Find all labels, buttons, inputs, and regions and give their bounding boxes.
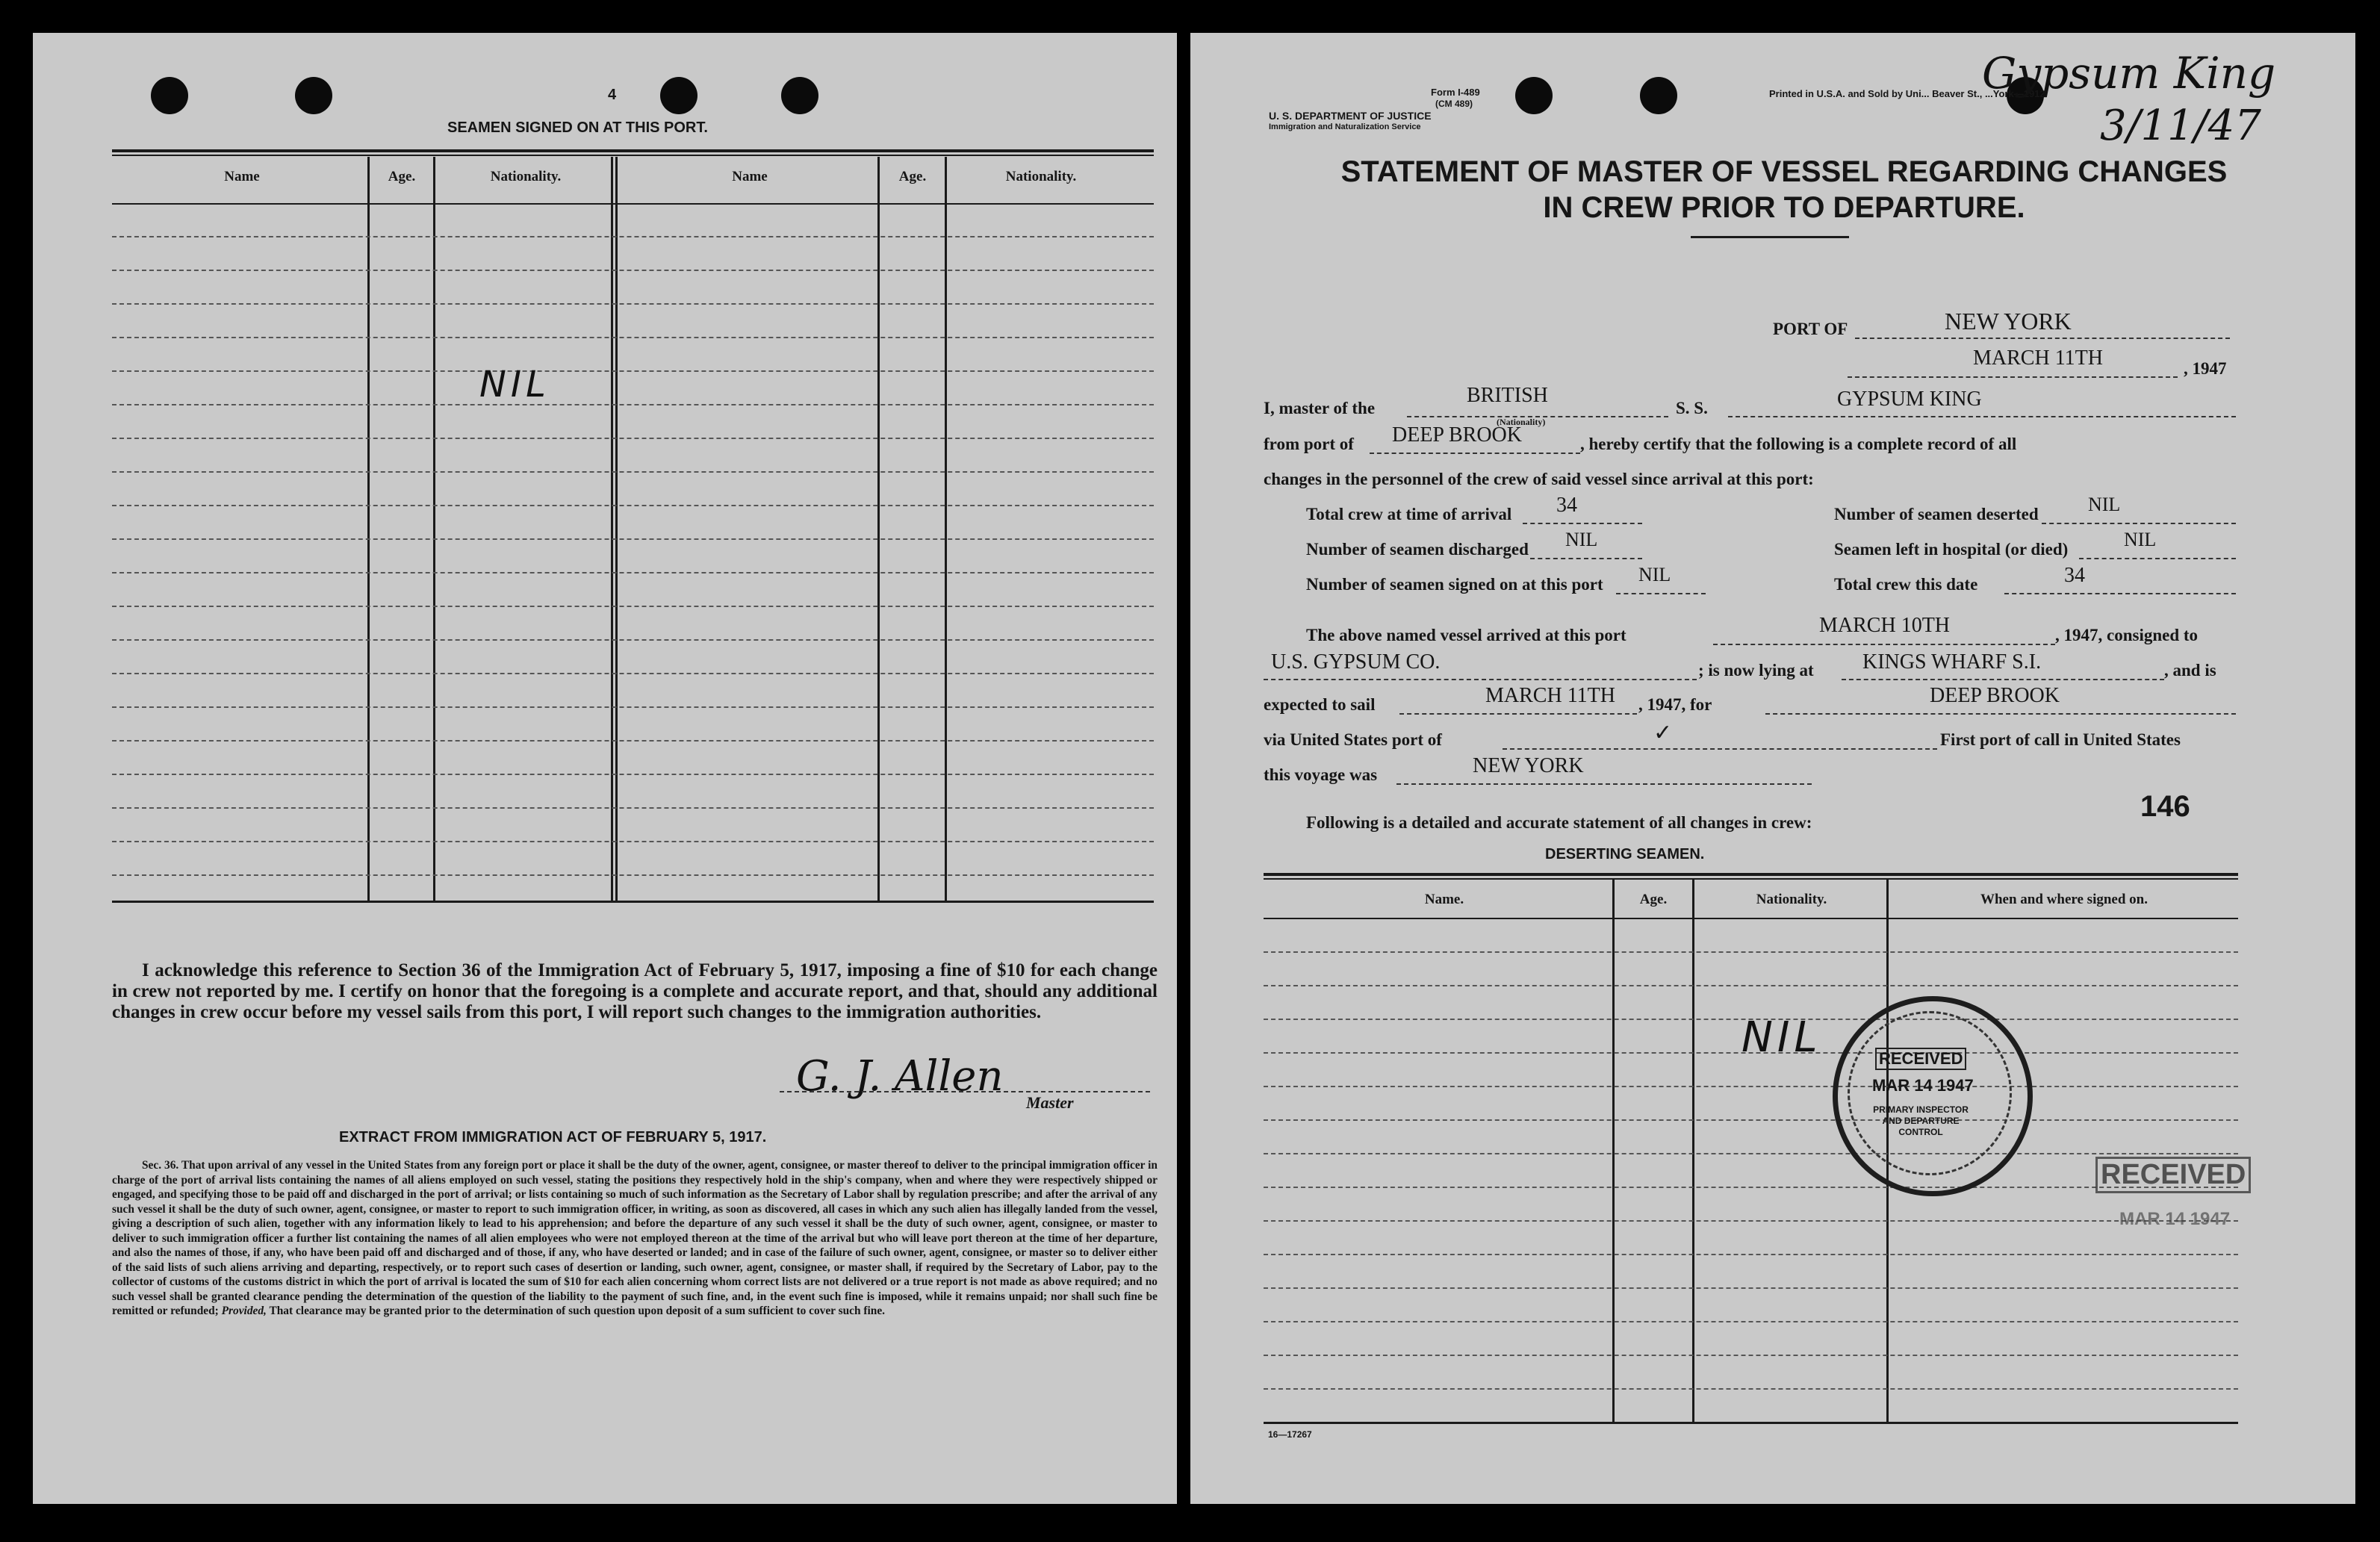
column-header: Name.: [1424, 892, 1464, 907]
extract-text: That upon arrival of any vessel in the United States from any foreign port or place it shall be the duty of the owner, agent, consignee, or master thereof to deliver to the principal immigration officer in charge of the port of arrival lists containing the names of all aliens employed on such vessel, stating the positions they respectively hold in the ship's company, when and where they were respectively shipped or engaged, and specifying those to be paid off and discharged in the port of arrival; or lists containing so much of such information as the Secretary of Labor shall by regulation prescribe; and after the arrival of any such vessel it shall be the duty of such owner, agent, consignee, or master to report to such immigration officer, in writing, as soon as discovered, all cases in which any such alien has illegally landed from the vessel, giving a description of such alien, together with any information likely to lead to his apprehension; and before the departure of any such vessel it shall be the duty of such owner, agent, consignee, or master to deliver to such immigration officer a further list containing the names of all alien employees who were not employed thereon at the time of the arrival but who will leave port thereon at the time of her departure, and also the names of those, if any, who have been paid off and discharged and of those, if any, who have deserted or landed; and in case of the failure of such owner, agent, consignee, or master so to deliver either of the said lists of such aliens arriving and departing, respectively, or to report such cases of desertion or landing, such owner, agent, consignee, or master shall, if required by the Secretary of Labor, pay to the collector of customs of the customs district in which the port of arrival is located the sum of $10 for each alien concerning whom correct lists are not delivered or a true report is not made as above required; and no such vessel shall be granted clearance pending the determination of the question of the liability to the payment of such fine, and, in the event such fine is imposed, while it remains unpaid; nor shall such fine be remitted or refunded;: [112, 1159, 1158, 1317]
date-value: MARCH 11TH: [1973, 346, 2103, 370]
arrived-year: , 1947, consigned to: [2055, 626, 2199, 644]
via-value: ✓: [1653, 721, 1673, 745]
column-header: Nationality.: [1005, 169, 1077, 184]
column-header: When and where signed on.: [1980, 892, 2148, 907]
via-label: via United States port of: [1264, 730, 1442, 749]
column-header: Age.: [388, 169, 416, 184]
master-of-label: I, master of the: [1264, 399, 1376, 417]
title-underline: [1691, 236, 1849, 238]
table-row-rule: [1264, 985, 2238, 986]
hospital-line: [2079, 558, 2236, 559]
table-top-rule: [112, 149, 1154, 152]
via-line: [1503, 748, 1937, 750]
nationality-caption: (Nationality): [1497, 417, 1546, 427]
received-stamp-2-date: MAR 14 1947: [2119, 1209, 2231, 1229]
right-page: [1190, 33, 2355, 1504]
certify-text: , hereby certify that the following is a complete record of all: [1580, 435, 2017, 453]
table-row-rule: [112, 807, 1154, 809]
table-row-rule: [112, 774, 1154, 775]
table-row-rule: [112, 673, 1154, 674]
punch-hole: [1515, 77, 1553, 114]
ss-label: S. S.: [1676, 399, 1708, 417]
from-port-label: from port of: [1264, 435, 1354, 453]
table-row-rule: [112, 236, 1154, 237]
deserted-value: NIL: [2088, 494, 2121, 515]
expected-value: MARCH 11TH: [1485, 684, 1615, 707]
table-row-rule: [1264, 1119, 2238, 1121]
from-port-line: [1370, 453, 1580, 454]
handwritten-vessel-note: Gypsum King: [1982, 48, 2276, 99]
table-header-rule: [112, 203, 1154, 205]
column-divider: [611, 157, 613, 901]
table-row-rule: [112, 874, 1154, 876]
table-row-rule: [1264, 1388, 2238, 1390]
column-header: Age.: [898, 169, 927, 184]
arrived-value: MARCH 10TH: [1819, 614, 1951, 637]
deserted-label: Number of seamen deserted: [1834, 505, 2039, 523]
title-line-1: STATEMENT OF MASTER OF VESSEL REGARDING CHANGES: [1340, 155, 2228, 188]
port-label: PORT OF: [1773, 320, 1848, 338]
extract-title: EXTRACT FROM IMMIGRATION ACT OF FEBRUARY 5, 1917.: [339, 1129, 767, 1145]
table-row-rule: [1264, 1153, 2238, 1154]
vessel-line: [1728, 416, 2236, 417]
extract-provided: Provided,: [221, 1305, 267, 1317]
table-row-rule: [112, 572, 1154, 573]
table-row-rule: [1264, 1321, 2238, 1322]
voyage-label: this voyage was: [1264, 765, 1378, 784]
received-stamp-2: RECEIVED: [2095, 1157, 2251, 1193]
port-line: [1855, 338, 2230, 339]
table-row-rule: [1264, 951, 2238, 953]
table-row-rule: [112, 471, 1154, 473]
title-line-2: IN CREW PRIOR TO DEPARTURE.: [1543, 191, 2025, 224]
discharged-line: [1530, 558, 1642, 559]
lying-value: KINGS WHARF S.I.: [1862, 650, 2042, 674]
left-page: [33, 33, 1177, 1504]
table-row-rule: [112, 538, 1154, 540]
table-row-rule: [112, 706, 1154, 708]
table-row-rule: [112, 337, 1154, 338]
signed-on-value: NIL: [1638, 564, 1671, 585]
acknowledgement-text: I acknowledge this reference to Section 36 of the Immigration Act of February 5, 1917, imposing a fine of $10 for each change in crew not reported by me. I certify on honor that the foregoing is a complete and accurate report, and that, should any additional changes in crew occur before my vessel sails from this port, I will report such changes to the immigration authorities.: [112, 960, 1158, 1022]
table-bottom-rule: [1264, 1422, 2238, 1424]
received-stamp: [1833, 996, 2033, 1196]
signed-on-line: [1616, 593, 1706, 594]
column-divider: [615, 157, 618, 901]
punch-hole: [295, 77, 332, 114]
hospital-label: Seamen left in hospital (or died): [1834, 540, 2069, 559]
deserted-line: [2042, 523, 2236, 524]
table-row-rule: [112, 740, 1154, 742]
punch-hole: [1640, 77, 1677, 114]
total-crew-arrival-value: 34: [1556, 494, 1577, 517]
table-row-rule: [112, 370, 1154, 372]
master-label: Master: [1026, 1093, 1074, 1112]
stamp-date: MAR 14 1947: [1872, 1076, 1974, 1095]
total-crew-arrival-line: [1523, 523, 1642, 524]
expected-label: expected to sail: [1264, 695, 1376, 714]
following-text: Following is a detailed and accurate statement of all changes in crew:: [1306, 813, 1812, 832]
total-crew-date-line: [2004, 593, 2236, 594]
handwritten-entry: NIL: [479, 364, 550, 405]
department: U. S. DEPARTMENT OF JUSTICE: [1269, 110, 1432, 122]
punch-hole: [781, 77, 818, 114]
destination-value: DEEP BROOK: [1930, 684, 2060, 707]
first-port-label: First port of call in United States: [1940, 730, 2181, 749]
column-header: Name: [224, 169, 260, 184]
voyage-value: NEW YORK: [1473, 754, 1584, 777]
stamp-received-text: RECEIVED: [1875, 1048, 1966, 1070]
form-title: [1235, 154, 2333, 226]
table-row-rule: [112, 438, 1154, 439]
punch-hole: [151, 77, 188, 114]
table-header-rule: [1264, 918, 2238, 919]
consignee-value: U.S. GYPSUM CO.: [1271, 650, 1441, 674]
total-crew-date-label: Total crew this date: [1834, 575, 1978, 594]
lying-line: [1842, 679, 2164, 680]
table-row-rule: [1264, 1287, 2238, 1289]
column-header: Nationality.: [490, 169, 562, 184]
date-year: , 1947: [2184, 359, 2227, 378]
stamp-number: 146: [2140, 790, 2190, 823]
column-header: Name: [732, 169, 768, 184]
table-row-rule: [1264, 1187, 2238, 1188]
nationality-value: BRITISH: [1467, 384, 1548, 407]
arrived-line: [1713, 644, 2055, 645]
table-row-rule: [112, 606, 1154, 607]
destination-line: [1765, 713, 2236, 715]
port-value: NEW YORK: [1945, 308, 2072, 335]
vessel-name: GYPSUM KING: [1837, 388, 1982, 411]
column-divider: [877, 157, 880, 901]
expected-year: , 1947, for: [1638, 695, 1712, 714]
table-row-rule: [112, 404, 1154, 405]
table-row-rule: [1264, 1220, 2238, 1222]
punch-hole: [660, 77, 697, 114]
master-signature: G. J. Allen: [796, 1052, 1004, 1101]
voyage-line: [1396, 783, 1812, 785]
table-row-rule: [1264, 1254, 2238, 1255]
column-divider: [945, 157, 947, 901]
from-port-value: DEEP BROOK: [1392, 423, 1522, 447]
and-is: , and is: [2164, 661, 2216, 680]
column-divider: [1692, 880, 1694, 1422]
hospital-value: NIL: [2124, 529, 2157, 550]
deserting-heading: DESERTING SEAMEN.: [1545, 846, 1705, 862]
lying-label: ; is now lying at: [1698, 661, 1814, 680]
footer-code: 16—17267: [1268, 1429, 1312, 1440]
table-row-rule: [1264, 1086, 2238, 1087]
handwritten-entry: NIL: [1741, 1013, 1822, 1062]
section-label: Sec. 36.: [142, 1159, 179, 1172]
table-row-rule: [112, 270, 1154, 271]
column-divider: [1612, 880, 1615, 1422]
changes-text: changes in the personnel of the crew of said vessel since arrival at this port:: [1264, 470, 1814, 488]
service: Immigration and Naturalization Service: [1269, 122, 1421, 131]
table-top-rule: [1264, 873, 2238, 876]
table-row-rule: [112, 841, 1154, 842]
column-header: Nationality.: [1756, 892, 1827, 907]
extract-end: That clearance may be granted prior to the determination of such question upon deposit of a sum sufficient to cover such fine.: [269, 1305, 886, 1317]
form-number: Form I-489: [1431, 87, 1480, 98]
date-line: [1848, 376, 2178, 378]
total-crew-arrival-label: Total crew at time of arrival: [1306, 505, 1512, 523]
handwritten-date-note: 3/11/47: [2100, 102, 2261, 150]
section-heading: SEAMEN SIGNED ON AT THIS PORT.: [447, 119, 708, 136]
discharged-value: NIL: [1565, 529, 1598, 550]
page-number: 4: [608, 87, 617, 103]
table-bottom-rule: [112, 901, 1154, 903]
arrived-label: The above named vessel arrived at this port: [1306, 626, 1626, 644]
discharged-label: Number of seamen discharged: [1306, 540, 1529, 559]
table-row-rule: [112, 505, 1154, 506]
printer-line: Printed in U.S.A. and Sold by Uni... Beaver St., ...York—1912: [1769, 88, 2045, 99]
column-divider: [367, 157, 370, 901]
form-subnumber: (CM 489): [1435, 99, 1473, 109]
table-row-rule: [112, 639, 1154, 641]
extract-body: [112, 1158, 1158, 1319]
signed-on-label: Number of seamen signed on at this port: [1306, 575, 1603, 594]
signature-line: [780, 1091, 1150, 1092]
table-top-rule: [1264, 878, 2238, 880]
column-divider: [433, 157, 435, 901]
table-row-rule: [1264, 1355, 2238, 1356]
table-top-rule: [112, 155, 1154, 156]
table-row-rule: [112, 303, 1154, 305]
stamp-officer: PRIMARY INSPECTOR AND DEPARTURE CONTROL: [1873, 1104, 1969, 1137]
consignee-line: [1264, 679, 1697, 680]
total-crew-date-value: 34: [2064, 564, 2085, 587]
column-header: Age.: [1639, 892, 1668, 907]
expected-line: [1399, 713, 1637, 715]
